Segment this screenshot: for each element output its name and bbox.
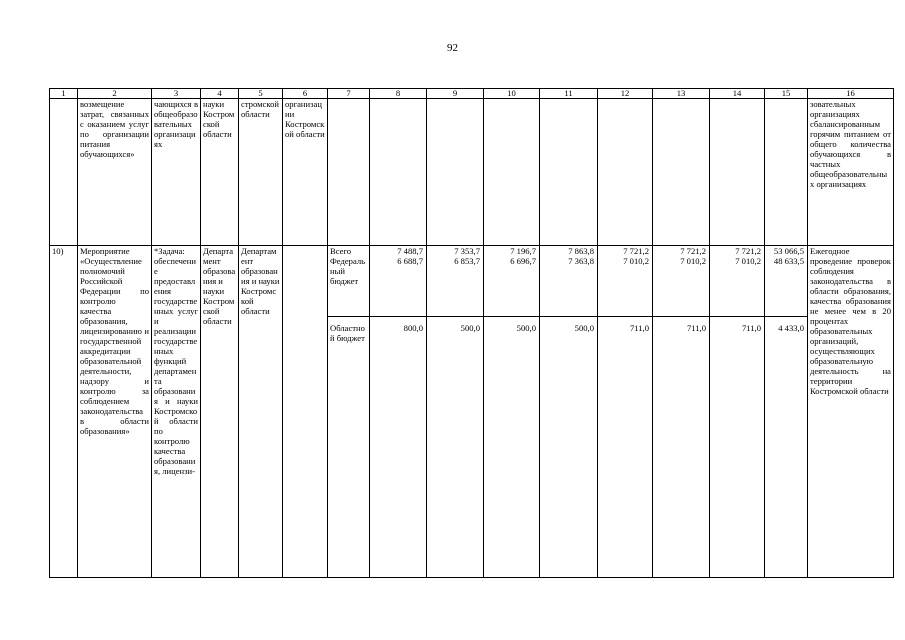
value-federal: 6 696,7 (510, 256, 536, 266)
value-total: 7 721,2 (735, 246, 761, 256)
header-cell: 9 (427, 89, 484, 99)
value-cell (598, 246, 653, 578)
header-cell: 13 (653, 89, 710, 99)
divider (427, 316, 483, 323)
header-cell: 2 (78, 89, 152, 99)
header-cell: 12 (598, 89, 653, 99)
value-total: 7 353,7 (454, 246, 480, 256)
value-federal: 6 853,7 (454, 256, 480, 266)
value-total: 53 066,5 (773, 246, 804, 256)
divider (484, 316, 539, 323)
header-cell: 5 (239, 89, 283, 99)
table-cell (598, 99, 653, 246)
value-cell (710, 246, 765, 578)
divider (598, 316, 652, 323)
header-cell: 7 (328, 89, 370, 99)
value-regional: 500,0 (516, 323, 536, 333)
divider (370, 316, 426, 323)
value-regional: 500,0 (460, 323, 480, 333)
row-number-cell: 10) (50, 246, 78, 578)
funding-source-cell (328, 246, 370, 578)
table-cell (484, 99, 540, 246)
header-cell: 6 (283, 89, 328, 99)
value-federal: 6 688,7 (397, 256, 423, 266)
value-regional: 711,0 (741, 323, 761, 333)
value-total: 7 488,7 (397, 246, 423, 256)
header-row (50, 89, 894, 99)
value-regional: 711,0 (629, 323, 649, 333)
value-cell (427, 246, 484, 578)
value-cell (765, 246, 808, 578)
table-cell (370, 99, 427, 246)
divider (540, 316, 597, 323)
table-cell (710, 99, 765, 246)
task-cell: *Задача: обеспечение предоставления государственных услуг и реализации государственных функций департамента образования и науки Костромской области по контролю качества образования, лицензи- (152, 246, 201, 578)
indicator-cell: Ежегодное проведение проверок соблюдения законодательства в области образования, качества образования не менее чем в 20 процентах образовательных организаций, осуществляющих образовательную деятельность на территории Костромской области (808, 246, 894, 578)
value-federal: 48 633,5 (773, 256, 804, 266)
value-regional: 711,0 (686, 323, 706, 333)
divider (328, 316, 370, 323)
executor-cell: Департамент образования и науки Костромской области (201, 246, 239, 578)
header-cell: 10 (484, 89, 540, 99)
table-cell (328, 99, 370, 246)
participant-cell: организации Костромской области (283, 99, 328, 246)
table-cell (427, 99, 484, 246)
header-cell: 11 (540, 89, 598, 99)
divider (765, 316, 807, 323)
table-cell (50, 99, 78, 246)
value-regional: 500,0 (574, 323, 594, 333)
source-label: Федеральный бюджет (330, 256, 366, 286)
table-row-10 (50, 246, 894, 578)
header-cell: 3 (152, 89, 201, 99)
header-cell: 14 (710, 89, 765, 99)
coexecutor-cell: стромской области (239, 99, 283, 246)
value-federal: 7 010,2 (735, 256, 761, 266)
value-total: 7 721,2 (623, 246, 649, 256)
table-cell (653, 99, 710, 246)
source-label: Всего (330, 246, 352, 256)
measure-name-cell: Мероприятие «Осуществление полномочий Российской Федерации по контролю качества образования, лицензированию и государственной аккредитации образовательной деятельности, надзору и контролю за соблюдением законодательства в области образования» (78, 246, 152, 578)
coexecutor-cell: Департамент образования и науки Костромской области (239, 246, 283, 578)
value-cell (540, 246, 598, 578)
value-cell (370, 246, 427, 578)
value-regional: 800,0 (403, 323, 423, 333)
table-cell (765, 99, 808, 246)
task-cell: чающихся в общеобразовательных организациях (152, 99, 201, 246)
value-total: 7 863,8 (568, 246, 594, 256)
header-cell: 8 (370, 89, 427, 99)
value-total: 7 721,2 (680, 246, 706, 256)
executor-cell: науки Костромской области (201, 99, 239, 246)
table-cell (283, 246, 328, 578)
indicator-cell: зовательных организациях сбалансированным горячим питанием от общего количества обучающихся в частных общеобразовательных организациях (808, 99, 894, 246)
header-cell: 4 (201, 89, 239, 99)
value-cell (653, 246, 710, 578)
value-federal: 7 363,8 (568, 256, 594, 266)
value-total: 7 196,7 (510, 246, 536, 256)
header-cell: 1 (50, 89, 78, 99)
program-table (49, 88, 894, 578)
header-cell: 15 (765, 89, 808, 99)
page-number: 92 (447, 42, 458, 54)
divider (653, 316, 709, 323)
value-cell (484, 246, 540, 578)
table-row-continued (50, 99, 894, 246)
header-cell: 16 (808, 89, 894, 99)
divider (710, 316, 764, 323)
value-regional: 4 433,0 (778, 323, 804, 333)
value-federal: 7 010,2 (680, 256, 706, 266)
source-label: Областной бюджет (330, 323, 365, 343)
measure-name-cell: возмещение затрат, связанных с оказанием услуг по организации питания обучающихся» (78, 99, 152, 246)
value-federal: 7 010,2 (623, 256, 649, 266)
table-cell (540, 99, 598, 246)
